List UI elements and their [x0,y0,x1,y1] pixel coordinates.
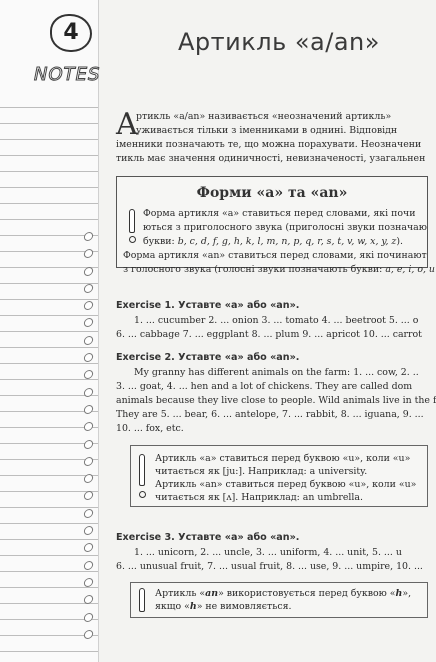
note-box-h [130,582,428,618]
exercise-3-heading: Exercise 3. Уставте «a» або «an». [116,532,300,543]
forms-line: з голосного звука (голосні звуки позначають букви: a, e, i, o, u [123,264,435,275]
ring-icon [83,440,94,449]
ring-icon [83,457,94,466]
ring-icon [83,474,94,483]
ring-icon [83,249,94,258]
ring-icon [83,422,94,431]
dropcap: A [116,107,138,142]
ring-icon [83,336,94,345]
forms-line: ються з приголосного звука (приголосні звуки позначаю [143,222,427,233]
note-line: якщо «h» не вимовляється. [155,601,292,612]
exercise-1-line: 6. ... cabbage 7. ... eggplant 8. ... plum 9. ... apricot 10. ... carrot [116,329,422,340]
forms-box [116,176,435,275]
notes-label: NOTES [34,64,101,85]
ring-icon [83,232,94,241]
ring-icon [83,267,94,276]
page-title: Артикль «a/an» [178,28,380,56]
exercise-3-line: 1. ... unicorn, 2. ... uncle, 3. ... uniform, 4. ... unit, 5. ... u [134,547,402,558]
exercise-2-line: My granny has different animals on the farm: 1. ... cow, 2. .. [134,367,419,378]
note-line: читається як [ʌ]. Наприклад: an umbrella. [155,492,363,503]
intro-line: уживається тільки з іменниками в однині. Відповідн [136,125,398,136]
ring-icon [83,595,94,604]
ring-icon [83,388,94,397]
spiral-binding [84,232,96,647]
exercise-2-heading: Exercise 2. Уставте «a» або «an». [116,352,300,363]
ring-icon [83,543,94,552]
note-line: Артикль «an» використовується перед буквою «h», [155,588,412,599]
ring-icon [83,491,94,500]
exercise-2-line: They are 5. ... bear, 6. ... antelope, 7. ... rabbit, 8. ... iguana, 9. ... [116,409,424,420]
ring-icon [83,301,94,310]
exercise-2-line: 10. ... fox, etc. [116,423,184,434]
ring-icon [83,561,94,570]
note-box-u [130,445,428,507]
forms-line: Форма артикля «an» ставиться перед словами, які починают [123,250,427,261]
ring-icon [83,370,94,379]
pen-icon [129,209,135,233]
exercise-1-line: 1. ... cucumber 2. ... onion 3. ... tomato 4. ... beetroot 5. ... o [134,315,419,326]
ring-icon [83,613,94,622]
intro-line: тикль має значення одиничності, невизначеності, узагальнен [116,153,426,164]
ring-icon [83,578,94,587]
intro-line: іменники позначають те, що можна порахувати. Неозначени [116,139,422,150]
forms-line: букви: b, c, d, f, g, h, k, l, m, n, p, q, r, s, t, v, w, x, y, z). [143,236,404,247]
note-line: Артикль «a» ставиться перед буквою «u», коли «u» [155,453,411,464]
forms-box-title: Форми «a» та «an» [196,185,348,201]
forms-line: Форма артикля «a» ставиться перед словами, які почи [143,208,416,219]
intro-line: ртикль «a/an» називається «неозначений артикль» [136,111,392,122]
ring-icon [83,509,94,518]
ring-icon [83,526,94,535]
exercise-3-line: 6. ... unusual fruit, 7. ... usual fruit, 8. ... use, 9. ... umpire, 10. ... [116,561,423,572]
page-number: 4 [50,14,92,52]
exercise-2-line: 3. ... goat, 4. ... hen and a lot of chickens. They are called dom [116,381,413,392]
ring-icon [83,353,94,362]
page-content [112,0,436,662]
ring-icon [83,318,94,327]
pen-icon [139,454,145,486]
pen-icon [139,588,145,612]
note-line: читається як [ju:]. Наприклад: a university. [155,466,368,477]
ring-icon [83,284,94,293]
exercise-2-line: animals because they live close to people. Wild animals live in the f [116,395,436,406]
note-line: Артикль «an» ставиться перед буквою «u», коли «u» [155,479,417,490]
bullet-dot-icon [139,491,146,498]
ring-icon [83,630,94,639]
exercise-1-heading: Exercise 1. Уставте «a» або «an». [116,300,300,311]
notes-sidebar [0,0,99,662]
bullet-dot-icon [129,236,136,243]
ring-icon [83,405,94,414]
